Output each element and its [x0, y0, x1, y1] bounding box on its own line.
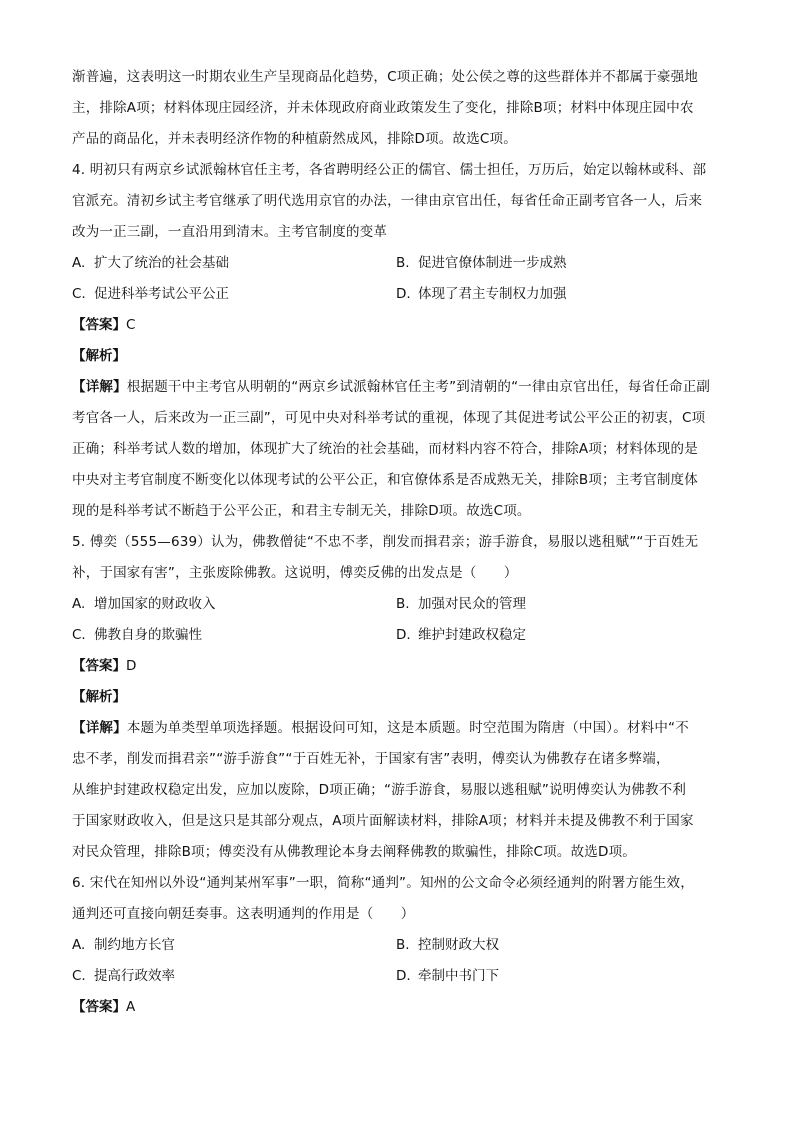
detail-tag: 【详解】: [72, 379, 127, 395]
option-text: 扩大了统治的社会基础: [94, 255, 229, 271]
question-stem-line: 补，于国家有害”，主张废除佛教。这说明，傅奕反佛的出发点是（ ）: [72, 565, 518, 581]
question-stem-line: 5. 傅奕（555—639）认为，佛教僧徒“不忠不孝，削发而揖君亲；游手游食，易服以逃租赋”“于百姓无: [72, 534, 699, 550]
question-stem-line: 6. 宋代在知州以外设“通判某州军事”一职，简称“通判”。知州的公文命令必须经通判的附署方能生效，: [72, 875, 694, 891]
option-letter: B.: [396, 937, 410, 953]
text-line: 产品的商品化，并未表明经济作物的种植蔚然成风，排除D项。故选C项。: [72, 131, 517, 147]
option-letter: C.: [72, 286, 86, 302]
analysis-line: [72, 341, 736, 372]
option-b: [396, 930, 720, 961]
question-4: [72, 155, 736, 527]
option-text: 加强对民众的管理: [418, 596, 526, 612]
analysis-line: [72, 682, 736, 713]
answer-line: [72, 310, 736, 341]
question-6: [72, 868, 736, 1023]
detail-text: 根据题干中主考官从明朝的“两京乡试派翰林官任主考”到清朝的“一律由京官出任，每省任命正副: [126, 379, 711, 395]
answer-value: C: [126, 317, 136, 333]
options-row: [72, 589, 736, 620]
detail-line: 于国家财政收入，但是这只是其部分观点，A项片面解读材料，排除A项；材料并未提及佛教不利于国家: [72, 813, 694, 829]
options-row: [72, 279, 736, 310]
answer-value: A: [126, 999, 136, 1015]
option-b: [396, 589, 720, 620]
option-text: 促进科举考试公平公正: [94, 286, 229, 302]
detail-line: 现的是科举考试不断趋于公平公正，和君主专制无关，排除D项。故选C项。: [72, 503, 531, 519]
option-letter: D.: [396, 286, 411, 302]
option-text: 维护封建政权稳定: [418, 627, 526, 643]
answer-value: D: [126, 658, 137, 674]
option-d: [396, 961, 720, 992]
question-stem-line: 通判还可直接向朝廷奏事。这表明通判的作用是（ ）: [72, 906, 415, 922]
option-c: [72, 279, 396, 310]
option-letter: D.: [396, 627, 411, 643]
previous-explanation-continuation: [72, 62, 736, 155]
option-text: 提高行政效率: [94, 968, 175, 984]
detail-line: 从维护封建政权稳定出发，应加以废除，D项正确；“游手游食，易服以逃租赋”说明傅奕认为佛教不利: [72, 782, 687, 798]
question-stem-line: 4. 明初只有两京乡试派翰林官任主考，各省聘明经公正的儒官、儒士担任，万历后，始定以翰林或科、部: [72, 162, 707, 178]
option-text: 促进官僚体制进一步成熟: [418, 255, 567, 271]
options-row: [72, 930, 736, 961]
option-letter: B.: [396, 596, 410, 612]
answer-tag: 【答案】: [72, 999, 126, 1015]
option-d: [396, 620, 720, 651]
option-text: 制约地方长官: [94, 937, 175, 953]
options-row: [72, 620, 736, 651]
detail-tag: 【详解】: [72, 720, 127, 736]
option-letter: C.: [72, 627, 86, 643]
options-row: [72, 248, 736, 279]
option-letter: B.: [396, 255, 410, 271]
answer-line: [72, 992, 736, 1023]
option-text: 增加国家的财政收入: [94, 596, 216, 612]
option-text: 佛教自身的欺骗性: [94, 627, 202, 643]
option-b: [396, 248, 720, 279]
detail-line: 正确；科举考试人数的增加，体现扩大了统治的社会基础，而材料内容不符合，排除A项；材料体现的是: [72, 441, 698, 457]
analysis-tag: 【解析】: [72, 348, 126, 364]
option-letter: A.: [72, 937, 86, 953]
option-a: [72, 930, 396, 961]
option-text: 体现了君主专制权力加强: [418, 286, 567, 302]
option-letter: C.: [72, 968, 86, 984]
detail-line: [72, 372, 736, 403]
detail-line: 中央对主考官制度不断变化以体现考试的公平公正，和官僚体系是否成熟无关，排除B项；主考官制度体: [72, 472, 698, 488]
options-row: [72, 961, 736, 992]
detail-text: 本题为单类型单项选择题。根据设问可知，这是本质题。时空范围为隋唐（中国）。材料中“不: [126, 720, 689, 736]
option-d: [396, 279, 720, 310]
option-c: [72, 961, 396, 992]
analysis-tag: 【解析】: [72, 689, 126, 705]
answer-tag: 【答案】: [72, 658, 126, 674]
question-stem-line: 改为一正三副，一直沿用到清末。主考官制度的变革: [72, 224, 388, 240]
detail-line: 考官各一人，后来改为一正三副”，可见中央对科举考试的重视，体现了其促进考试公平公正的初衷，C项: [72, 410, 706, 426]
option-text: 牵制中书门下: [418, 968, 499, 984]
detail-line: 对民众管理，排除B项；傅奕没有从佛教理论本身去阐释佛教的欺骗性，排除C项。故选D项。: [72, 844, 636, 860]
option-a: [72, 589, 396, 620]
detail-line: [72, 713, 736, 744]
detail-line: 忠不孝，削发而揖君亲”“游手游食”“于百姓无补，于国家有害”表明，傅奕认为佛教存在诸多弊端，: [72, 751, 670, 767]
option-letter: D.: [396, 968, 411, 984]
answer-tag: 【答案】: [72, 317, 126, 333]
answer-line: [72, 651, 736, 682]
option-letter: A.: [72, 255, 86, 271]
option-letter: A.: [72, 596, 86, 612]
option-c: [72, 620, 396, 651]
text-line: 主，排除A项；材料体现庄园经济，并未体现政府商业政策发生了变化，排除B项；材料中体现庄园中农: [72, 100, 694, 116]
question-5: [72, 527, 736, 868]
text-line: 渐普遍，这表明这一时期农业生产呈现商品化趋势，C项正确；处公侯之尊的这些群体并不都属于豪强地: [72, 69, 699, 85]
option-a: [72, 248, 396, 279]
question-stem-line: 官派充。清初乡试主考官继承了明代选用京官的办法，一律由京官出任，每省任命正副考官各一人，后来: [72, 193, 703, 209]
option-text: 控制财政大权: [418, 937, 499, 953]
